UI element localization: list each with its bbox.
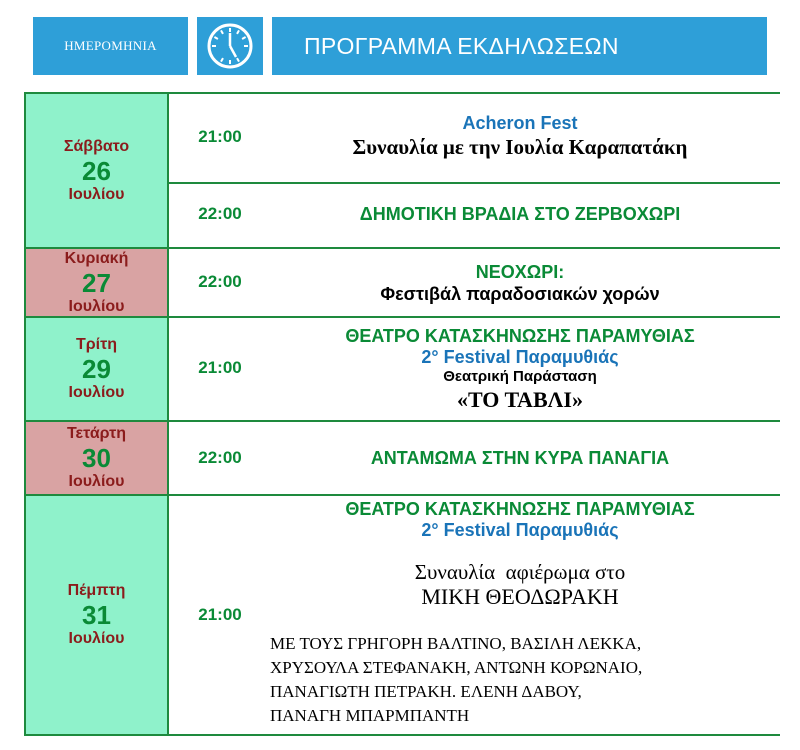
event-acheron-fest [262,112,778,160]
event-time: 21:00 [198,358,242,377]
event-time: 22:00 [198,272,242,291]
event-time: 22:00 [198,448,242,467]
date-column-label: ΗΜΕΡΟΜΗΝΙΑ [64,38,157,53]
artists-line: ΧΡΥΣΟΥΛΑ ΣΤΕΦΑΝΑΚΗ, ΑΝΤΩΝΗ ΚΟΡΩΝΑΙΟ, [270,658,643,677]
row-divider [24,420,780,422]
event-theatre-tavli [262,325,778,413]
event-theodorakis-tribute [262,498,778,610]
event-description: Συναυλία με την Ιουλία Καραπατάκη [352,135,688,159]
day-name: Κυριακή [64,249,129,267]
event-zervochori [262,203,778,225]
day-month: Ιουλίου [68,297,125,315]
event-title: ΝΕΟΧΩΡΙ: [475,262,565,282]
table-bottom-border [24,734,780,736]
row-divider [24,316,780,318]
day-number: 27 [82,267,111,298]
row-divider [24,247,780,249]
day-month: Ιουλίου [68,473,125,490]
event-description: Φεστιβάλ παραδοσιακών χορών [380,284,660,304]
event-time: 21:00 [198,605,242,624]
table-top-border [24,92,780,94]
event-title: «ΤΟ ΤΑΒΛΙ» [457,387,583,412]
day-number: 31 [82,600,111,630]
day-number: 29 [82,354,111,384]
event-neochori [262,261,778,305]
day-name: Σάββατο [63,137,130,155]
artists-list [270,632,780,728]
date-cell-saturday [24,94,169,247]
day-number: 26 [82,155,111,186]
day-month: Ιουλίου [68,630,125,647]
column-divider [167,92,169,736]
event-type: Θεατρική Παράσταση [443,368,597,385]
event-title: ΜΙΚΗ ΘΕΟΔΩΡΑΚΗ [421,584,619,609]
event-festival: 2° Festival Παραμυθιάς [421,520,619,540]
event-festival: 2° Festival Παραμυθιάς [421,347,619,367]
day-number: 30 [82,443,111,473]
event-time: 22:00 [198,204,242,223]
event-venue: ΘΕΑΤΡΟ ΚΑΤΑΣΚΗΝΩΣΗΣ ΠΑΡΑΜΥΘΙΑΣ [345,499,695,519]
table-left-border [24,92,26,736]
day-name: Τετάρτη [66,425,127,442]
artists-line: ΠΑΝΑΓΗ ΜΠΑΡΜΠΑΝΤΗ [270,706,470,725]
event-kyra-panagia [262,447,778,469]
date-cell-wednesday [24,422,169,494]
artists-line: ΜΕ ΤΟΥΣ ΓΡΗΓΟΡΗ ΒΑΛΤΙΝΟ, ΒΑΣΙΛΗ ΛΕΚΚΑ, [270,634,642,653]
event-time: 21:00 [198,127,242,146]
clock-header-box [197,17,263,75]
date-cell-sunday [24,249,169,316]
day-month: Ιουλίου [68,185,125,203]
date-column-header [33,17,188,75]
day-name: Πέμπτη [67,582,126,599]
event-venue: ΘΕΑΤΡΟ ΚΑΤΑΣΚΗΝΩΣΗΣ ΠΑΡΑΜΥΘΙΑΣ [345,326,695,346]
day-month: Ιουλίου [68,384,125,401]
row-divider [24,494,780,496]
clock-icon [205,21,255,71]
event-title: Acheron Fest [462,113,578,133]
artists-line: ΠΑΝΑΓΙΩΤΗ ΠΕΤΡΑΚΗ. ΕΛΕΝΗ ΔΑΒΟΥ, [270,682,582,701]
event-title: ΑΝΤΑΜΩΜΑ ΣΤΗΝ ΚΥΡΑ ΠΑΝΑΓΙΑ [370,448,670,468]
row-divider [169,182,780,184]
date-cell-tuesday [24,318,169,420]
date-cell-thursday [24,496,169,734]
event-type: Συναυλία αφιέρωμα στο [414,560,626,584]
page-title: ΠΡΟΓΡΑΜΜΑ ΕΚΔΗΛΩΣΕΩΝ [304,32,619,59]
day-name: Τρίτη [75,336,118,353]
program-title-header [272,17,767,75]
event-title: ΔΗΜΟΤΙΚΗ ΒΡΑΔΙΑ ΣΤΟ ΖΕΡΒΟΧΩΡΙ [359,204,681,224]
